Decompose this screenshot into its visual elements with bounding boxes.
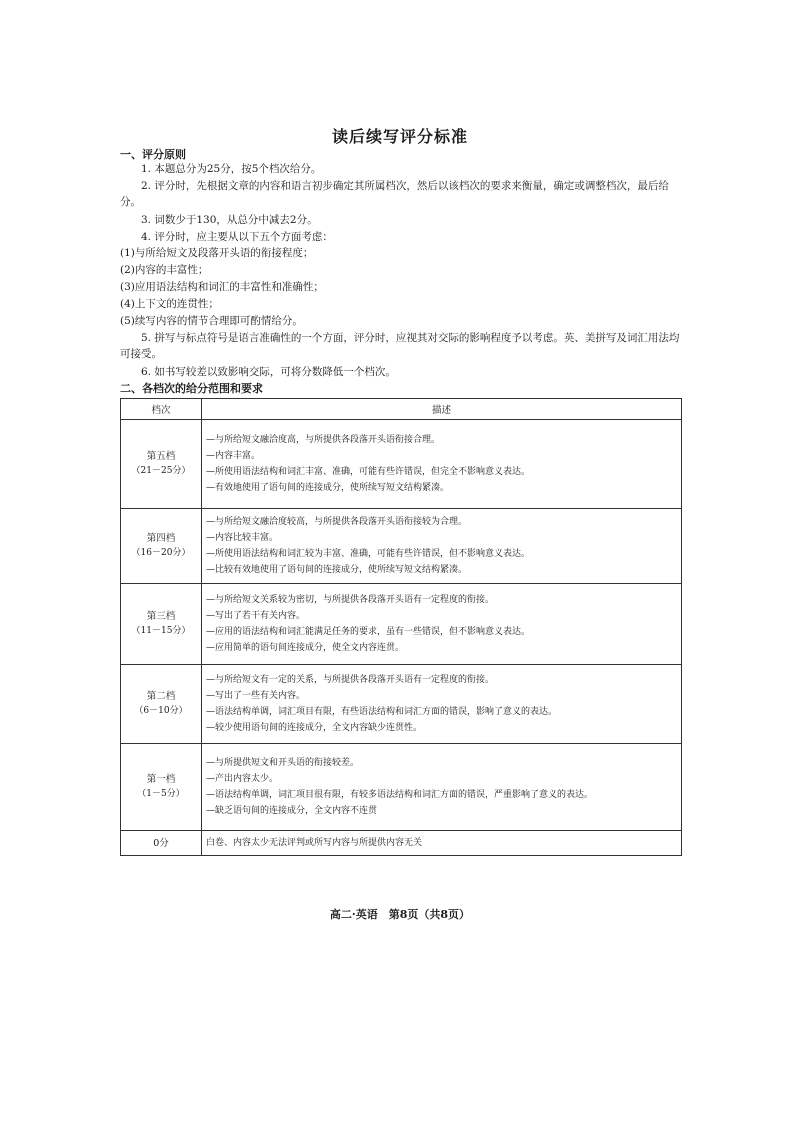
level-cell xyxy=(121,584,202,665)
description-line: —与所提供短文和开头语的衔接较差。 xyxy=(206,758,360,768)
description-line: —应用的语法结构和词汇能满足任务的要求，虽有一些错误，但不影响意义表达。 xyxy=(206,627,531,637)
description-line: —有效地使用了语句间的连接成分，使所续写短文结构紧凑。 xyxy=(206,483,450,493)
table-row xyxy=(121,420,682,509)
description-line: —较少使用语句间的连接成分，全文内容缺少连贯性。 xyxy=(206,723,423,733)
principle-subitem: (4)上下文的连贯性； xyxy=(120,298,219,310)
description-line: —语法结构单调，词汇项目很有限，有较多语法结构和词汇方面的错误，严重影响了意义的表达。 xyxy=(206,790,594,800)
description-cell xyxy=(202,744,682,831)
description-line: —所使用语法结构和词汇较为丰富、准确，可能有些许错误，但不影响意义表达。 xyxy=(206,549,531,559)
level-cell xyxy=(121,665,202,744)
level-cell xyxy=(121,509,202,584)
table-row xyxy=(121,584,682,665)
table-row xyxy=(121,831,682,856)
description-line: —内容丰富。 xyxy=(206,451,261,461)
description-line: —与所给短文有一定的关系，与所提供各段落开头语有一定程度的衔接。 xyxy=(206,675,495,685)
description-cell xyxy=(202,509,682,584)
description-cell xyxy=(202,831,682,856)
level-name: 第四档 xyxy=(146,533,176,544)
description-line: —语法结构单调，词汇项目有限，有些语法结构和词汇方面的错误，影响了意义的表达。 xyxy=(206,707,558,717)
section-heading-levels: 二、各档次的给分范围和要求 xyxy=(120,382,263,395)
principle-item: 2. 评分时，先根据文章的内容和语言初步确定其所属档次，然后以该档次的要求来衡量，确定或调整档次，最后给分。 xyxy=(120,180,669,208)
principle-subitem: (3)应用语法结构和词汇的丰富性和准确性； xyxy=(120,281,324,293)
level-name: 第一档 xyxy=(146,774,176,785)
section-heading-principles: 一、评分原则 xyxy=(120,148,186,161)
table-row xyxy=(121,509,682,584)
header-description: 描述 xyxy=(202,399,682,420)
principle-item: 4. 评分时，应主要从以下五个方面考虑： xyxy=(141,231,333,243)
description-line: —写出了一些有关内容。 xyxy=(206,691,306,701)
description-line: 白卷、内容太少无法评判或所写内容与所提供内容无关 xyxy=(206,838,423,848)
header-level: 档次 xyxy=(121,399,202,420)
level-cell xyxy=(121,744,202,831)
description-line: —与所给短文关系较为密切，与所提供各段落开头语有一定程度的衔接。 xyxy=(206,595,495,605)
table-row xyxy=(121,665,682,744)
level-cell xyxy=(121,420,202,509)
description-line: —写出了若干有关内容。 xyxy=(206,611,306,621)
description-cell xyxy=(202,584,682,665)
level-range: （21－25分） xyxy=(131,466,191,476)
level-name: 0分 xyxy=(153,837,169,849)
level-name: 第二档 xyxy=(146,691,176,702)
description-cell xyxy=(202,420,682,509)
table-header-row xyxy=(121,399,682,420)
principle-item: 6. 如书写较差以致影响交际，可将分数降低一个档次。 xyxy=(141,366,396,378)
level-cell xyxy=(121,831,202,856)
description-line: —与所给短文融洽度高，与所提供各段落开头语衔接合理。 xyxy=(206,435,441,445)
table-row xyxy=(121,744,682,831)
description-line: —所使用语法结构和词汇丰富、准确，可能有些许错误，但完全不影响意义表达。 xyxy=(206,467,531,477)
description-line: —与所给短文融洽度较高，与所提供各段落开头语衔接较为合理。 xyxy=(206,517,468,527)
level-range: （6－10分） xyxy=(134,706,188,716)
page-footer: 高二·英语 第8页（共8页） xyxy=(329,908,471,921)
principle-subitem: (5)续写内容的情节合理即可酌情给分。 xyxy=(120,315,303,327)
level-name: 第三档 xyxy=(146,611,176,622)
principle-item: 5. 拼写与标点符号是语言准确性的一个方面，评分时，应视其对交际的影响程度予以考虑。英、美拼写及词汇用法均可接受。 xyxy=(120,332,680,360)
grading-table xyxy=(120,398,682,856)
principle-item: 1. 本题总分为25分，按5个档次给分。 xyxy=(141,163,322,175)
level-range: （1－5分） xyxy=(137,789,185,799)
principle-subitem: (2)内容的丰富性； xyxy=(120,264,209,276)
description-line: —缺乏语句间的连接成分，全文内容不连贯 xyxy=(206,806,378,816)
description-cell xyxy=(202,665,682,744)
level-name: 第五档 xyxy=(146,451,176,462)
principle-subitem: (1)与所给短文及段落开头语的衔接程度； xyxy=(120,247,314,259)
description-line: —内容比较丰富。 xyxy=(206,533,279,543)
description-line: —应用简单的语句间连接成分，使全文内容连贯。 xyxy=(206,643,405,653)
principle-item: 3. 词数少于130，从总分中减去2分。 xyxy=(141,214,318,226)
level-range: （11－15分） xyxy=(131,626,191,636)
level-range: （16－20分） xyxy=(131,548,191,558)
description-line: —产出内容太少。 xyxy=(206,774,279,784)
description-line: —比较有效地使用了语句间的连接成分，使所续写短文结构紧凑。 xyxy=(206,565,468,575)
document-title: 读后续写评分标准 xyxy=(331,127,468,146)
